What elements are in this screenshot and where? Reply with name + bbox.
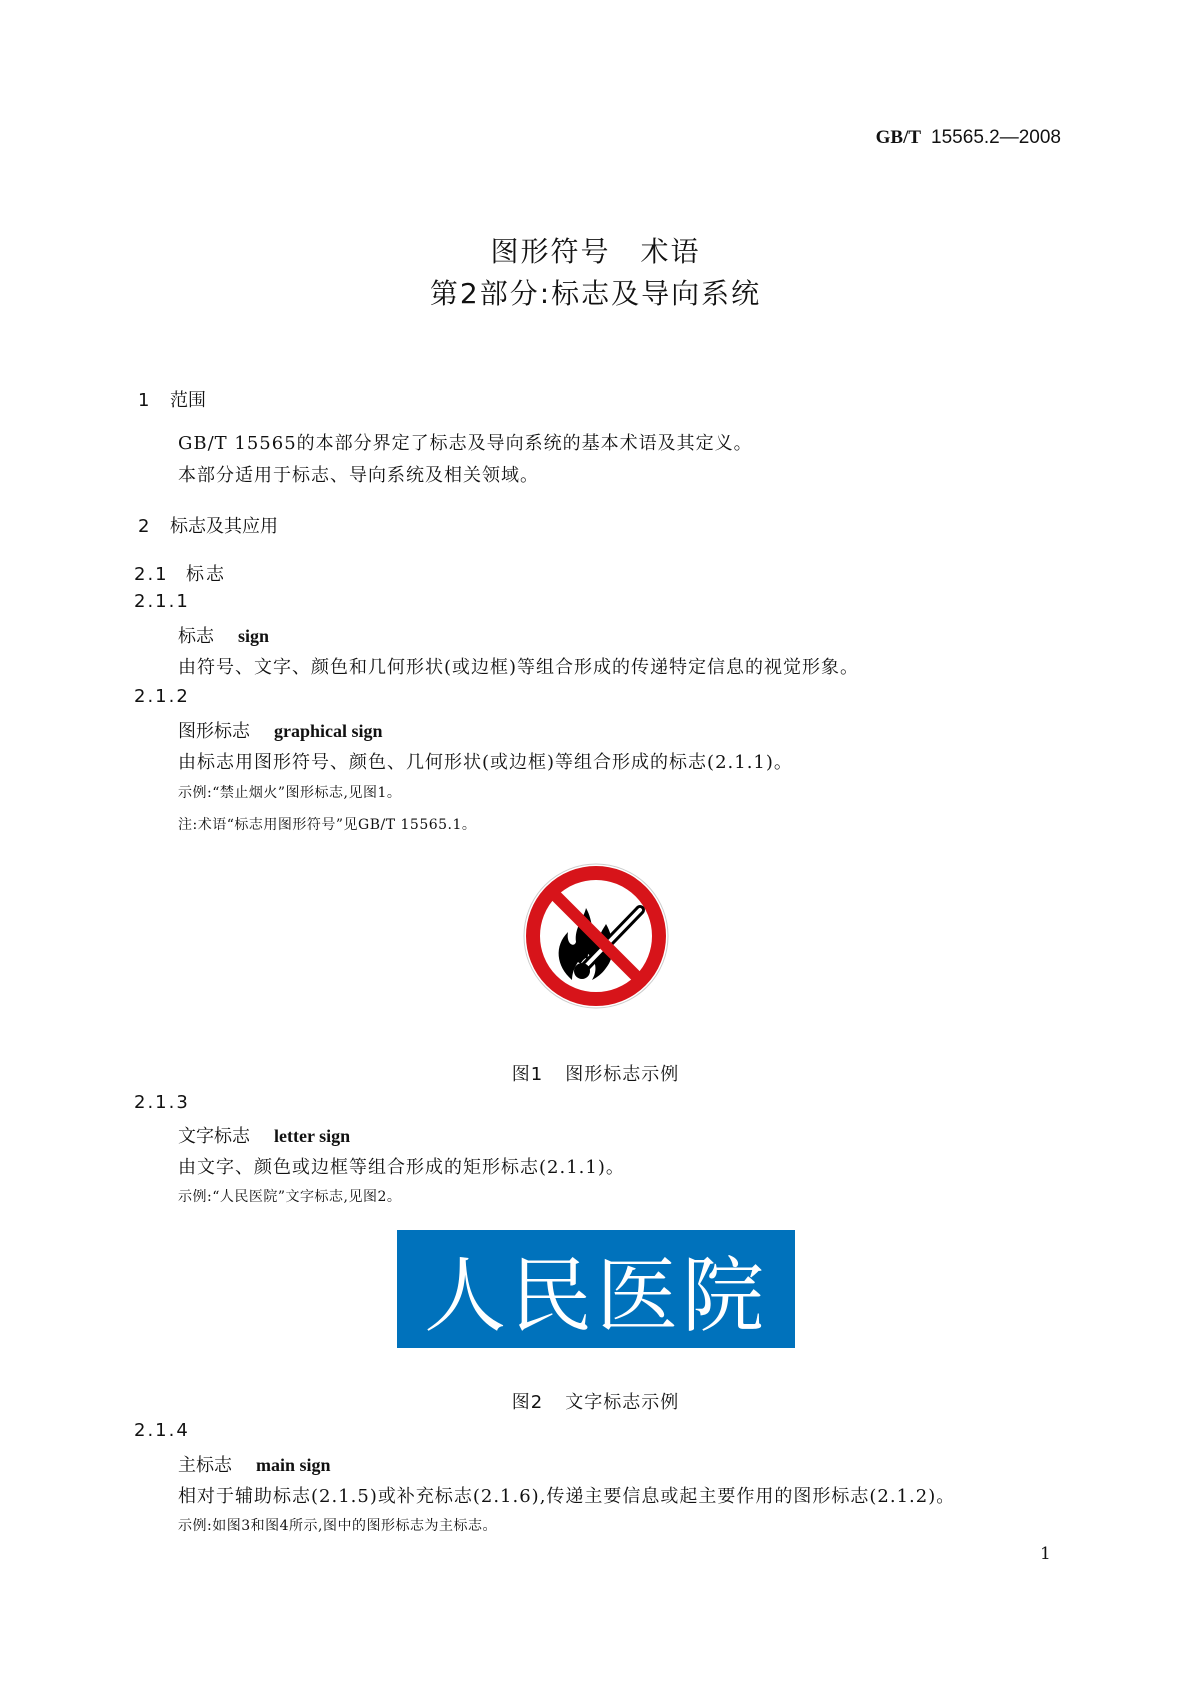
standard-number: 15565.2—2008: [931, 127, 1061, 148]
no-open-flame-icon: [522, 862, 670, 1010]
term-2-1-4-definition: 相对于辅助标志(2.1.5)或补充标志(2.1.6),传递主要信息或起主要作用的图形标志(2.1.2)。: [178, 1486, 956, 1507]
term-2-1-4-example: 示例:如图3和图4所示,图中的图形标志为主标志。: [178, 1518, 497, 1534]
term-2-1-2-number: 2.1.2: [134, 686, 190, 707]
term-2-1-2-example: 示例:“禁止烟火”图形标志,见图1。: [178, 785, 402, 801]
section-1-heading: [138, 386, 206, 412]
term-2-1-1-name: [178, 622, 269, 648]
page-number: 1: [1040, 1544, 1051, 1564]
term-2-1-1-definition: 由符号、文字、颜色和几何形状(或边框)等组合形成的传递特定信息的视觉形象。: [178, 657, 860, 678]
clause-2-1-heading: [134, 560, 226, 586]
standard-code: [876, 126, 1061, 149]
clause-number: 2.1: [134, 564, 169, 585]
term-2-1-1-number: 2.1.1: [134, 591, 190, 612]
figure-2-caption: [0, 1388, 1191, 1414]
term-2-1-2-name: [178, 717, 383, 743]
term-chinese: 标志: [178, 626, 214, 647]
term-2-1-3-definition: 由文字、颜色或边框等组合形成的矩形标志(2.1.1)。: [178, 1157, 625, 1178]
letter-sign-text: 人民医院: [423, 1248, 768, 1344]
section-title: 标志及其应用: [170, 516, 278, 537]
term-2-1-2-note: 注:术语“标志用图形符号”见GB/T 15565.1。: [178, 817, 477, 833]
figure-label: 图2: [511, 1392, 544, 1413]
section-number: 2: [138, 516, 150, 537]
figure-caption-text: 文字标志示例: [565, 1392, 680, 1413]
term-2-1-4-name: [178, 1451, 331, 1477]
term-2-1-3-number: 2.1.3: [134, 1092, 190, 1113]
term-english: main sign: [256, 1455, 331, 1475]
section-title: 范围: [170, 390, 206, 411]
term-english: letter sign: [274, 1126, 351, 1146]
figure-caption-text: 图形标志示例: [565, 1064, 680, 1085]
document-title-line-2: 第2部分:标志及导向系统: [429, 277, 762, 310]
figure-label: 图1: [511, 1064, 544, 1085]
term-2-1-3-example: 示例:“人民医院”文字标志,见图2。: [178, 1189, 402, 1205]
term-2-1-3-name: [178, 1122, 350, 1148]
term-english: graphical sign: [274, 721, 383, 741]
term-chinese: 主标志: [178, 1455, 232, 1476]
section-1-paragraph-2: 本部分适用于标志、导向系统及相关领域。: [178, 465, 539, 486]
document-title-line-1: 图形符号 术语: [490, 235, 701, 268]
section-number: 1: [138, 390, 150, 411]
letter-sign-figure: [397, 1230, 795, 1348]
term-english: sign: [238, 626, 270, 646]
term-chinese: 文字标志: [178, 1126, 250, 1147]
section-2-heading: [138, 512, 278, 538]
term-chinese: 图形标志: [178, 721, 250, 742]
section-1-paragraph-1: GB/T 15565的本部分界定了标志及导向系统的基本术语及其定义。: [178, 433, 753, 454]
clause-title: 标志: [186, 564, 226, 585]
standard-prefix: GB/T: [875, 127, 922, 148]
term-2-1-4-number: 2.1.4: [134, 1420, 190, 1441]
term-2-1-2-definition: 由标志用图形符号、颜色、几何形状(或边框)等组合形成的标志(2.1.1)。: [178, 752, 793, 773]
figure-1-caption: [0, 1060, 1191, 1086]
